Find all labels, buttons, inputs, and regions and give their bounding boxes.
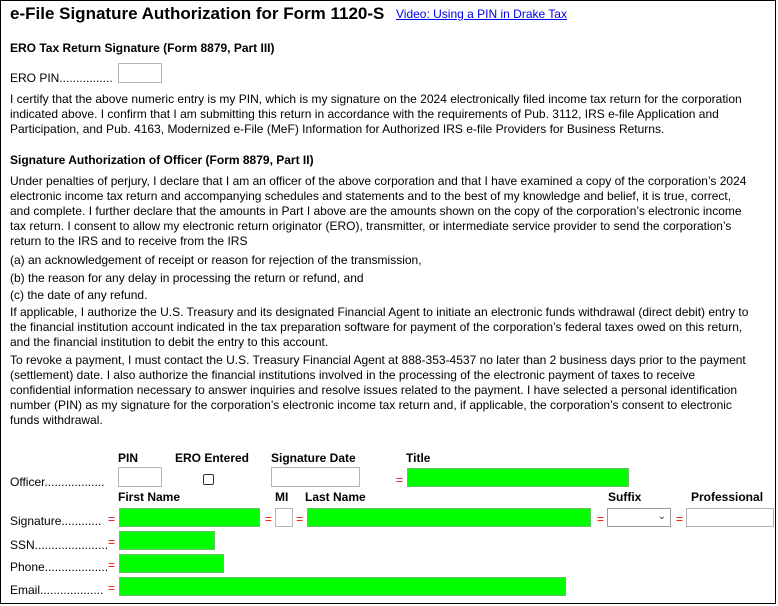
required-mark: = xyxy=(597,512,605,526)
text-line: number (PIN) as my signature for the corporation’s electronic income tax return and, if applicable, the corporation’s consent to electronic xyxy=(10,398,732,412)
perjury-paragraph xyxy=(10,174,768,249)
col-signature-date-header: Signature Date xyxy=(271,451,356,465)
required-mark: = xyxy=(108,581,116,595)
col-ero-entered-header: ERO Entered xyxy=(175,451,250,465)
text-line: To revoke a payment, I must contact the U.S. Treasury Financial Agent at 888-353-4537 no later than 2 business days prior to the payment xyxy=(10,353,746,367)
cert-line: Participation, and Pub. 4163, Modernized e-File (MeF) Information for Authorized IRS e-file Providers for Business Returns. xyxy=(10,122,665,136)
col-pin-header: PIN xyxy=(118,451,139,465)
ero-entered-checkbox[interactable] xyxy=(203,474,214,485)
list-item-a: (a) an acknowledgement of receipt or reason for rejection of the transmission, xyxy=(10,253,422,267)
col-professional-header: Professional xyxy=(691,490,764,504)
video-link[interactable]: Video: Using a PIN in Drake Tax xyxy=(396,7,567,21)
revoke-paragraph xyxy=(10,353,768,428)
cert-line: I certify that the above numeric entry is my PIN, which is my signature on the 2024 electronically filed income tax return for the corporation xyxy=(10,92,742,106)
list-item-c: (c) the date of any refund. xyxy=(10,288,148,302)
officer-section-heading: Signature Authorization of Officer (Form 8879, Part II) xyxy=(10,153,314,167)
text-line: If applicable, I authorize the U.S. Treasury and its designated Financial Agent to initiate an electronic funds withdrawal (direct debit) entry to xyxy=(10,305,749,319)
col-first-name-header: First Name xyxy=(118,490,181,504)
col-last-name-header: Last Name xyxy=(305,490,366,504)
debit-paragraph xyxy=(10,305,768,350)
text-line: electronic income tax return and accompanying schedules and statements and to the best of my knowledge and belief, it is true, correct, xyxy=(10,189,732,203)
item-list xyxy=(10,253,768,305)
officer-pin-input[interactable] xyxy=(118,467,162,487)
ero-pin-input[interactable] xyxy=(118,63,162,83)
middle-initial-input[interactable] xyxy=(275,508,293,527)
first-name-input[interactable] xyxy=(119,508,260,527)
text-line: and complete. I further declare that the amounts in Part I above are the amounts shown on the copy of the corporation’s electronic income xyxy=(10,204,742,218)
required-mark: = xyxy=(676,512,684,526)
list-item-b: (b) the reason for any delay in processing the return or refund, and xyxy=(10,271,364,285)
phone-label: Phone................... xyxy=(10,560,109,574)
chevron-down-icon: ⌄ xyxy=(657,511,666,522)
phone-input[interactable] xyxy=(119,554,224,573)
cert-line: indicated above. I confirm that I am submitting this return in accordance with the requirements of Pub. 3112, IRS e-file Application and xyxy=(10,107,719,121)
text-line: tax return. I consent to allow my electronic return originator (ERO), transmitter, or intermediate service provider to send the corporation’s xyxy=(10,219,732,233)
required-mark: = xyxy=(396,473,404,487)
suffix-select[interactable] xyxy=(607,508,671,527)
text-line: Under penalties of perjury, I declare that I am an officer of the above corporation and that I have examined a copy of the corporation’s 2024 xyxy=(10,174,747,188)
col-suffix-header: Suffix xyxy=(608,490,642,504)
required-mark: = xyxy=(108,512,116,526)
required-mark: = xyxy=(108,535,116,549)
text-line: funds withdrawal. xyxy=(10,413,103,427)
title-input[interactable] xyxy=(407,468,629,487)
col-title-header: Title xyxy=(406,451,431,465)
ssn-input[interactable] xyxy=(119,531,215,550)
required-mark: = xyxy=(108,558,116,572)
text-line: (settlement) date. I also authorize the financial institutions involved in the processing of the electronic payment of taxes to receive xyxy=(10,368,696,382)
page-title: e-File Signature Authorization for Form 1120-S xyxy=(10,4,385,23)
text-line: confidential information necessary to answer inquiries and resolve issues related to the payment. I have selected a personal identification xyxy=(10,383,738,397)
text-line: the financial institution account indicated in the tax preparation software for payment of the corporation’s federal taxes owed on this return, xyxy=(10,320,743,334)
ero-pin-label: ERO PIN................ xyxy=(10,71,113,85)
text-line: and the financial institution to debit the entry to this account. xyxy=(10,335,329,349)
ero-section-heading: ERO Tax Return Signature (Form 8879, Part III) xyxy=(10,41,275,55)
email-label: Email................... xyxy=(10,583,104,597)
signature-date-input[interactable] xyxy=(271,467,360,487)
col-mi-header: MI xyxy=(275,490,289,504)
professional-input[interactable] xyxy=(686,508,774,527)
officer-label: Officer.................. xyxy=(10,475,105,489)
email-input[interactable] xyxy=(119,577,566,596)
last-name-input[interactable] xyxy=(307,508,591,527)
signature-label: Signature............ xyxy=(10,514,102,528)
required-mark: = xyxy=(296,512,304,526)
text-line: return to the IRS and to receive from the IRS xyxy=(10,234,248,248)
ssn-label: SSN...................... xyxy=(10,538,109,552)
ero-certification-text xyxy=(10,92,768,137)
required-mark: = xyxy=(265,512,273,526)
